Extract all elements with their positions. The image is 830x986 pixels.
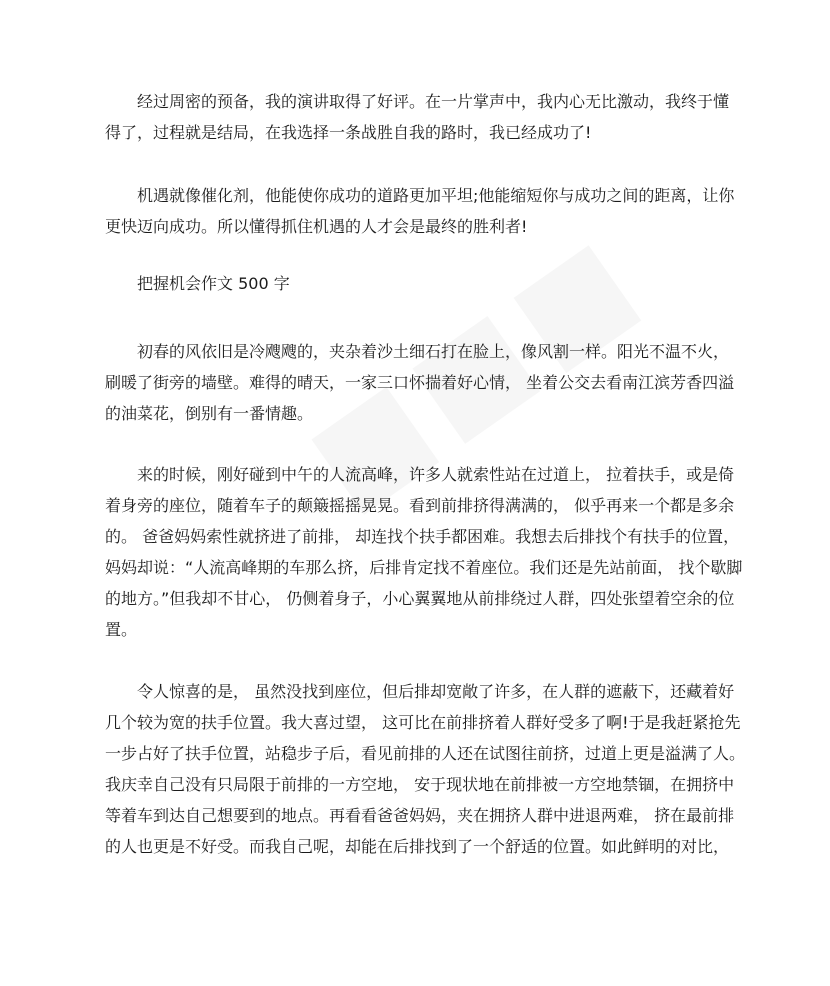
text-line: 更快迈向成功。所以懂得抓住机遇的人才会是最终的胜利者! [105,217,528,236]
text-line: 几个较为宽的扶手位置。我大喜过望， 这可比在前排挤着人群好受多了啊!于是我赶紧抢先 [105,713,741,732]
text-line: 来的时候，刚好碰到中午的人流高峰，许多人就索性站在过道上， 拉着扶手，或是倚 [137,465,735,484]
text-line: 把握机会作文 500 字 [137,274,290,293]
paragraph-opportunity [105,180,735,242]
text-line: 一步占好了扶手位置，站稳步子后，看见前排的人还在试图往前挤，过道上更是溢满了人。 [105,744,746,763]
paragraph-rush-hour [105,459,743,645]
essay-title [105,268,725,299]
text-line: 等着车到达自己想要到的地点。再看看爸爸妈妈，夹在拥挤人群中进退两难， 挤在最前排 [105,806,735,825]
paragraph-surprise [105,676,746,862]
text-line: 刷暖了街旁的墙壁。难得的晴天，一家三口怀揣着好心情， 坐着公交去看南江滨芳香四溢 [105,373,735,392]
text-line: 的油菜花，倒别有一番情趣。 [105,404,314,423]
text-line: 妈妈却说：“人流高峰期的车那么挤，后排肯定找不着座位。我们还是先站前面， 找个歇脚 [105,558,743,577]
text-line: 经过周密的预备，我的演讲取得了好评。在一片掌声中，我内心无比激动，我终于懂 [137,92,730,111]
paragraph-early-spring [105,336,735,429]
paragraph-speech-result [105,86,730,148]
text-line: 初春的风依旧是冷飕飕的，夹杂着沙土细石打在脸上，像风割一样。阳光不温不火， [137,342,730,361]
text-line: 的。 爸爸妈妈索性就挤进了前排， 却连找个扶手都困难。我想去后排找个有扶手的位置， [105,527,740,546]
text-line: 机遇就像催化剂，他能使你成功的道路更加平坦;他能缩短你与成功之间的距离，让你 [137,186,735,205]
text-line: 的地方。”但我却不甘心， 仍侧着身子，小心翼翼地从前排绕过人群，四处张望着空余的位 [105,589,735,608]
text-line: 的人也更是不好受。而我自己呢，却能在后排找到了一个舒适的位置。如此鲜明的对比， [105,837,730,856]
text-line: 着身旁的座位，随着车子的颠簸摇摇晃晃。看到前排挤得满满的， 似乎再来一个都是多余 [105,496,735,515]
text-line: 得了，过程就是结局，在我选择一条战胜自我的路时，我已经成功了! [105,123,592,142]
text-line: 置。 [105,620,138,639]
text-line: 我庆幸自己没有只局限于前排的一方空地， 安于现状地在前排被一方空地禁锢，在拥挤中 [105,775,735,794]
text-line: 令人惊喜的是， 虽然没找到座位，但后排却宽敞了许多，在人群的遮蔽下，还藏着好 [137,682,735,701]
